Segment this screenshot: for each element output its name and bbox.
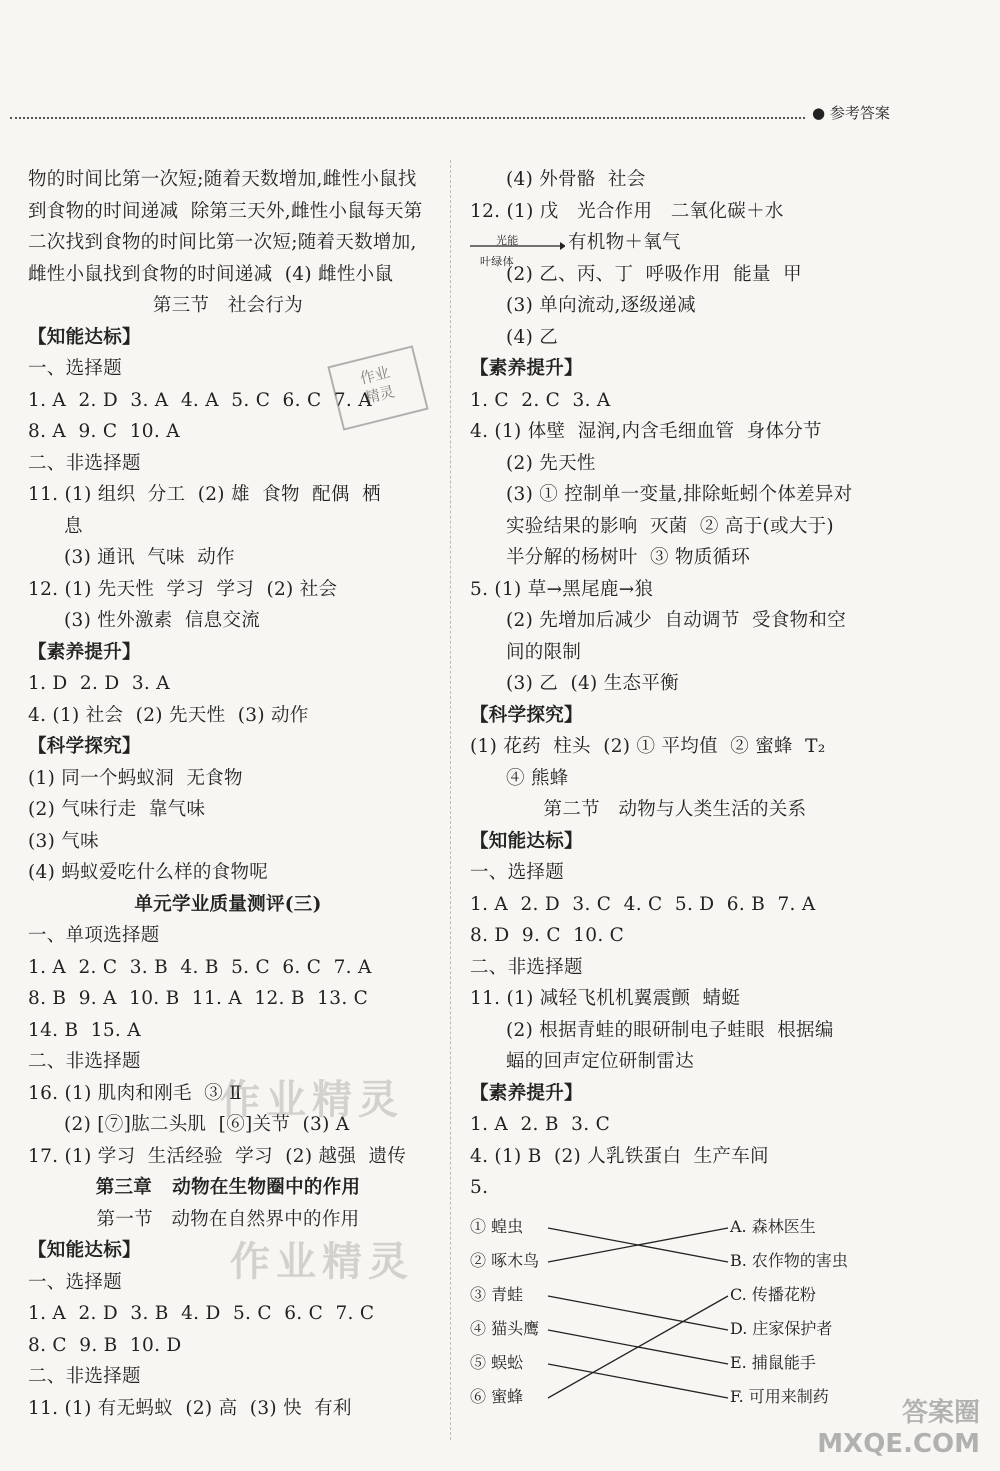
text-line: 1. A 2. B 3. C: [470, 1114, 611, 1135]
header-rule: [10, 117, 805, 119]
text-line: 5.: [470, 1177, 489, 1198]
stamp-mark: 作业 精灵: [327, 345, 428, 430]
text-line: 二、非选择题: [28, 1051, 141, 1072]
watermark: 作业精灵: [220, 1077, 404, 1123]
text-line: (3) 乙 (4) 生态平衡: [506, 673, 679, 694]
match-animal: ④ 猫头鹰: [470, 1319, 540, 1338]
match-line: [548, 1296, 728, 1398]
text-line: 二次找到食物的时间比第一次短;随着天数增加,: [28, 232, 417, 253]
text-line: 单元学业质量测评(三): [134, 893, 322, 915]
text-line: 5. (1) 草→黑尾鹿→狼: [470, 578, 654, 600]
text-line: 第一节 动物在自然界中的作用: [96, 1208, 360, 1230]
match-animal: ⑤ 蜈蚣: [470, 1353, 524, 1372]
text-line: 二、非选择题: [28, 1366, 141, 1387]
text-line: (4) 蚂蚁爱吃什么样的食物呢: [28, 862, 269, 883]
text-line: 1. D 2. D 3. A: [28, 673, 170, 694]
text-line: 蝠的回声定位研制雷达: [506, 1051, 695, 1072]
column-divider: [450, 160, 451, 1440]
text-line: 雌性小鼠找到食物的时间递减 (4) 雌性小鼠: [28, 263, 394, 285]
text-line: 息: [64, 515, 83, 537]
text-line: 物的时间比第一次短;随着天数增加,雌性小鼠找: [28, 169, 417, 190]
match-line: [548, 1364, 728, 1398]
text-line: 【知能达标】: [470, 830, 583, 852]
text-line: 一、选择题: [28, 1271, 123, 1293]
match-animal: ③ 青蛙: [470, 1285, 524, 1304]
text-line: (2) 先增加后减少 自动调节 受食物和空: [506, 610, 847, 631]
text-line: (4) 乙: [506, 326, 559, 348]
text-line: 14. B 15. A: [28, 1019, 141, 1041]
text-line: 8. B 9. A 10. B 11. A 12. B 13. C: [28, 988, 369, 1009]
arrow-condition-bottom: 叶绿体: [480, 255, 514, 268]
text-line: 1. A 2. D 3. A 4. A 5. C 6. C 7. A: [28, 389, 372, 411]
match-role: D. 庄家保护者: [730, 1319, 833, 1338]
matching-lines: [540, 1212, 740, 1412]
text-line: 4. (1) 社会 (2) 先天性 (3) 动作: [28, 704, 309, 726]
text-line: 1. A 2. C 3. B 4. B 5. C 6. C 7. A: [28, 956, 372, 978]
text-line: (4) 外骨骼 社会: [506, 169, 646, 190]
match-animal: ⑥ 蜜蜂: [470, 1387, 524, 1406]
right-column: [470, 164, 880, 1204]
text-line: 第三节 社会行为: [152, 295, 304, 316]
text-line: 二、非选择题: [470, 956, 583, 978]
photosynthesis-equation: [470, 227, 880, 268]
text-line: 二、非选择题: [28, 452, 141, 474]
match-role: F. 可用来制药: [730, 1387, 829, 1406]
match-role: C. 传播花粉: [730, 1285, 816, 1304]
text-line: 1. A 2. D 3. C 4. C 5. D 6. B 7. A: [470, 893, 816, 915]
arrow-condition-top: 光能: [496, 234, 519, 247]
text-line: (2) [⑦]肱二头肌 [⑥]关节 (3) A: [64, 1114, 350, 1135]
text-line: 4. (1) 体壁 湿润,内含毛细血管 身体分节: [470, 421, 822, 442]
text-line: 8. D 9. C 10. C: [470, 925, 625, 946]
text-line: 17. (1) 学习 生活经验 学习 (2) 越强 遗传: [28, 1145, 407, 1167]
text-line: 11. (1) 有无蚂蚁 (2) 高 (3) 快 有利: [28, 1397, 352, 1419]
text-line: (3) 通讯 气味 动作: [64, 547, 235, 568]
text-line: (2) 乙、丙、丁 呼吸作用 能量 甲: [506, 263, 802, 285]
text-line: 间的限制: [506, 641, 582, 663]
text-line: (1) 同一个蚂蚁洞 无食物: [28, 767, 243, 789]
text-line: 11. (1) 减轻飞机机翼震颤 蜻蜓: [470, 988, 741, 1009]
text-line: (3) 气味: [28, 830, 99, 852]
text-line: 【素养提升】: [470, 1082, 583, 1104]
header-label: ● 参考答案: [812, 104, 890, 122]
text-line: 1. C 2. C 3. A: [470, 389, 611, 411]
text-line: 【素养提升】: [470, 358, 583, 379]
text-line: (1) 花药 柱头 (2) ① 平均值 ② 蜜蜂 T₂: [470, 736, 826, 757]
text-line: (3) ① 控制单一变量,排除蚯蚓个体差异对: [506, 484, 853, 505]
text-line: 16. (1) 肌肉和刚毛 ③ Ⅱ: [28, 1082, 243, 1104]
watermark: 作业精灵: [230, 1239, 414, 1285]
match-role: E. 捕鼠能手: [730, 1353, 816, 1372]
text-line: 1. A 2. D 3. B 4. D 5. C 6. C 7. C: [28, 1303, 375, 1324]
match-animal: ① 蝗虫: [470, 1217, 524, 1236]
text-line: 第三章 动物在生物圈中的作用: [95, 1177, 361, 1198]
text-line: (3) 单向流动,逐级递减: [506, 295, 696, 316]
text-line: 【素养提升】: [28, 641, 141, 663]
text-line: 12. (1) 戊 光合作用 二氧化碳＋水: [470, 200, 784, 222]
text-line: (2) 根据青蛙的眼研制电子蛙眼 根据编: [506, 1019, 834, 1041]
match-role: A. 森林医生: [730, 1217, 816, 1236]
text-line: 12. (1) 先天性 学习 学习 (2) 社会: [28, 578, 338, 600]
reaction-product: 有机物＋氧气: [568, 232, 681, 253]
match-line: [548, 1296, 728, 1330]
text-line: 4. (1) B (2) 人乳铁蛋白 生产车间: [470, 1145, 769, 1167]
text-line: 一、单项选择题: [28, 925, 160, 946]
text-line: 8. A 9. C 10. A: [28, 421, 180, 442]
text-line: 实验结果的影响 灭菌 ② 高于(或大于): [506, 515, 834, 537]
text-line: 半分解的杨树叶 ③ 物质循环: [506, 547, 751, 568]
text-line: 一、选择题: [28, 358, 123, 379]
text-line: (2) 气味行走 靠气味: [28, 799, 206, 820]
text-line: 【知能达标】: [28, 1240, 141, 1261]
text-line: 【知能达标】: [28, 326, 141, 348]
text-line: 11. (1) 组织 分工 (2) 雄 食物 配偶 栖: [28, 484, 381, 505]
site-logo: 答案圈 MXQE.COM: [817, 1398, 980, 1459]
text-line: 到食物的时间递减 除第三天外,雌性小鼠每天第: [28, 200, 423, 222]
match-animal: ② 啄木鸟: [470, 1251, 540, 1270]
text-line: (2) 先天性: [506, 452, 596, 474]
text-line: 【科学探究】: [28, 736, 141, 757]
text-line: ④ 熊蜂: [506, 767, 569, 789]
text-line: (3) 性外激素 信息交流: [64, 610, 261, 631]
match-role: B. 农作物的害虫: [730, 1251, 848, 1270]
text-line: 第二节 动物与人类生活的关系: [543, 799, 807, 820]
text-line: 8. C 9. B 10. D: [28, 1334, 182, 1356]
text-line: 【科学探究】: [470, 704, 583, 726]
text-line: 一、选择题: [470, 862, 565, 883]
